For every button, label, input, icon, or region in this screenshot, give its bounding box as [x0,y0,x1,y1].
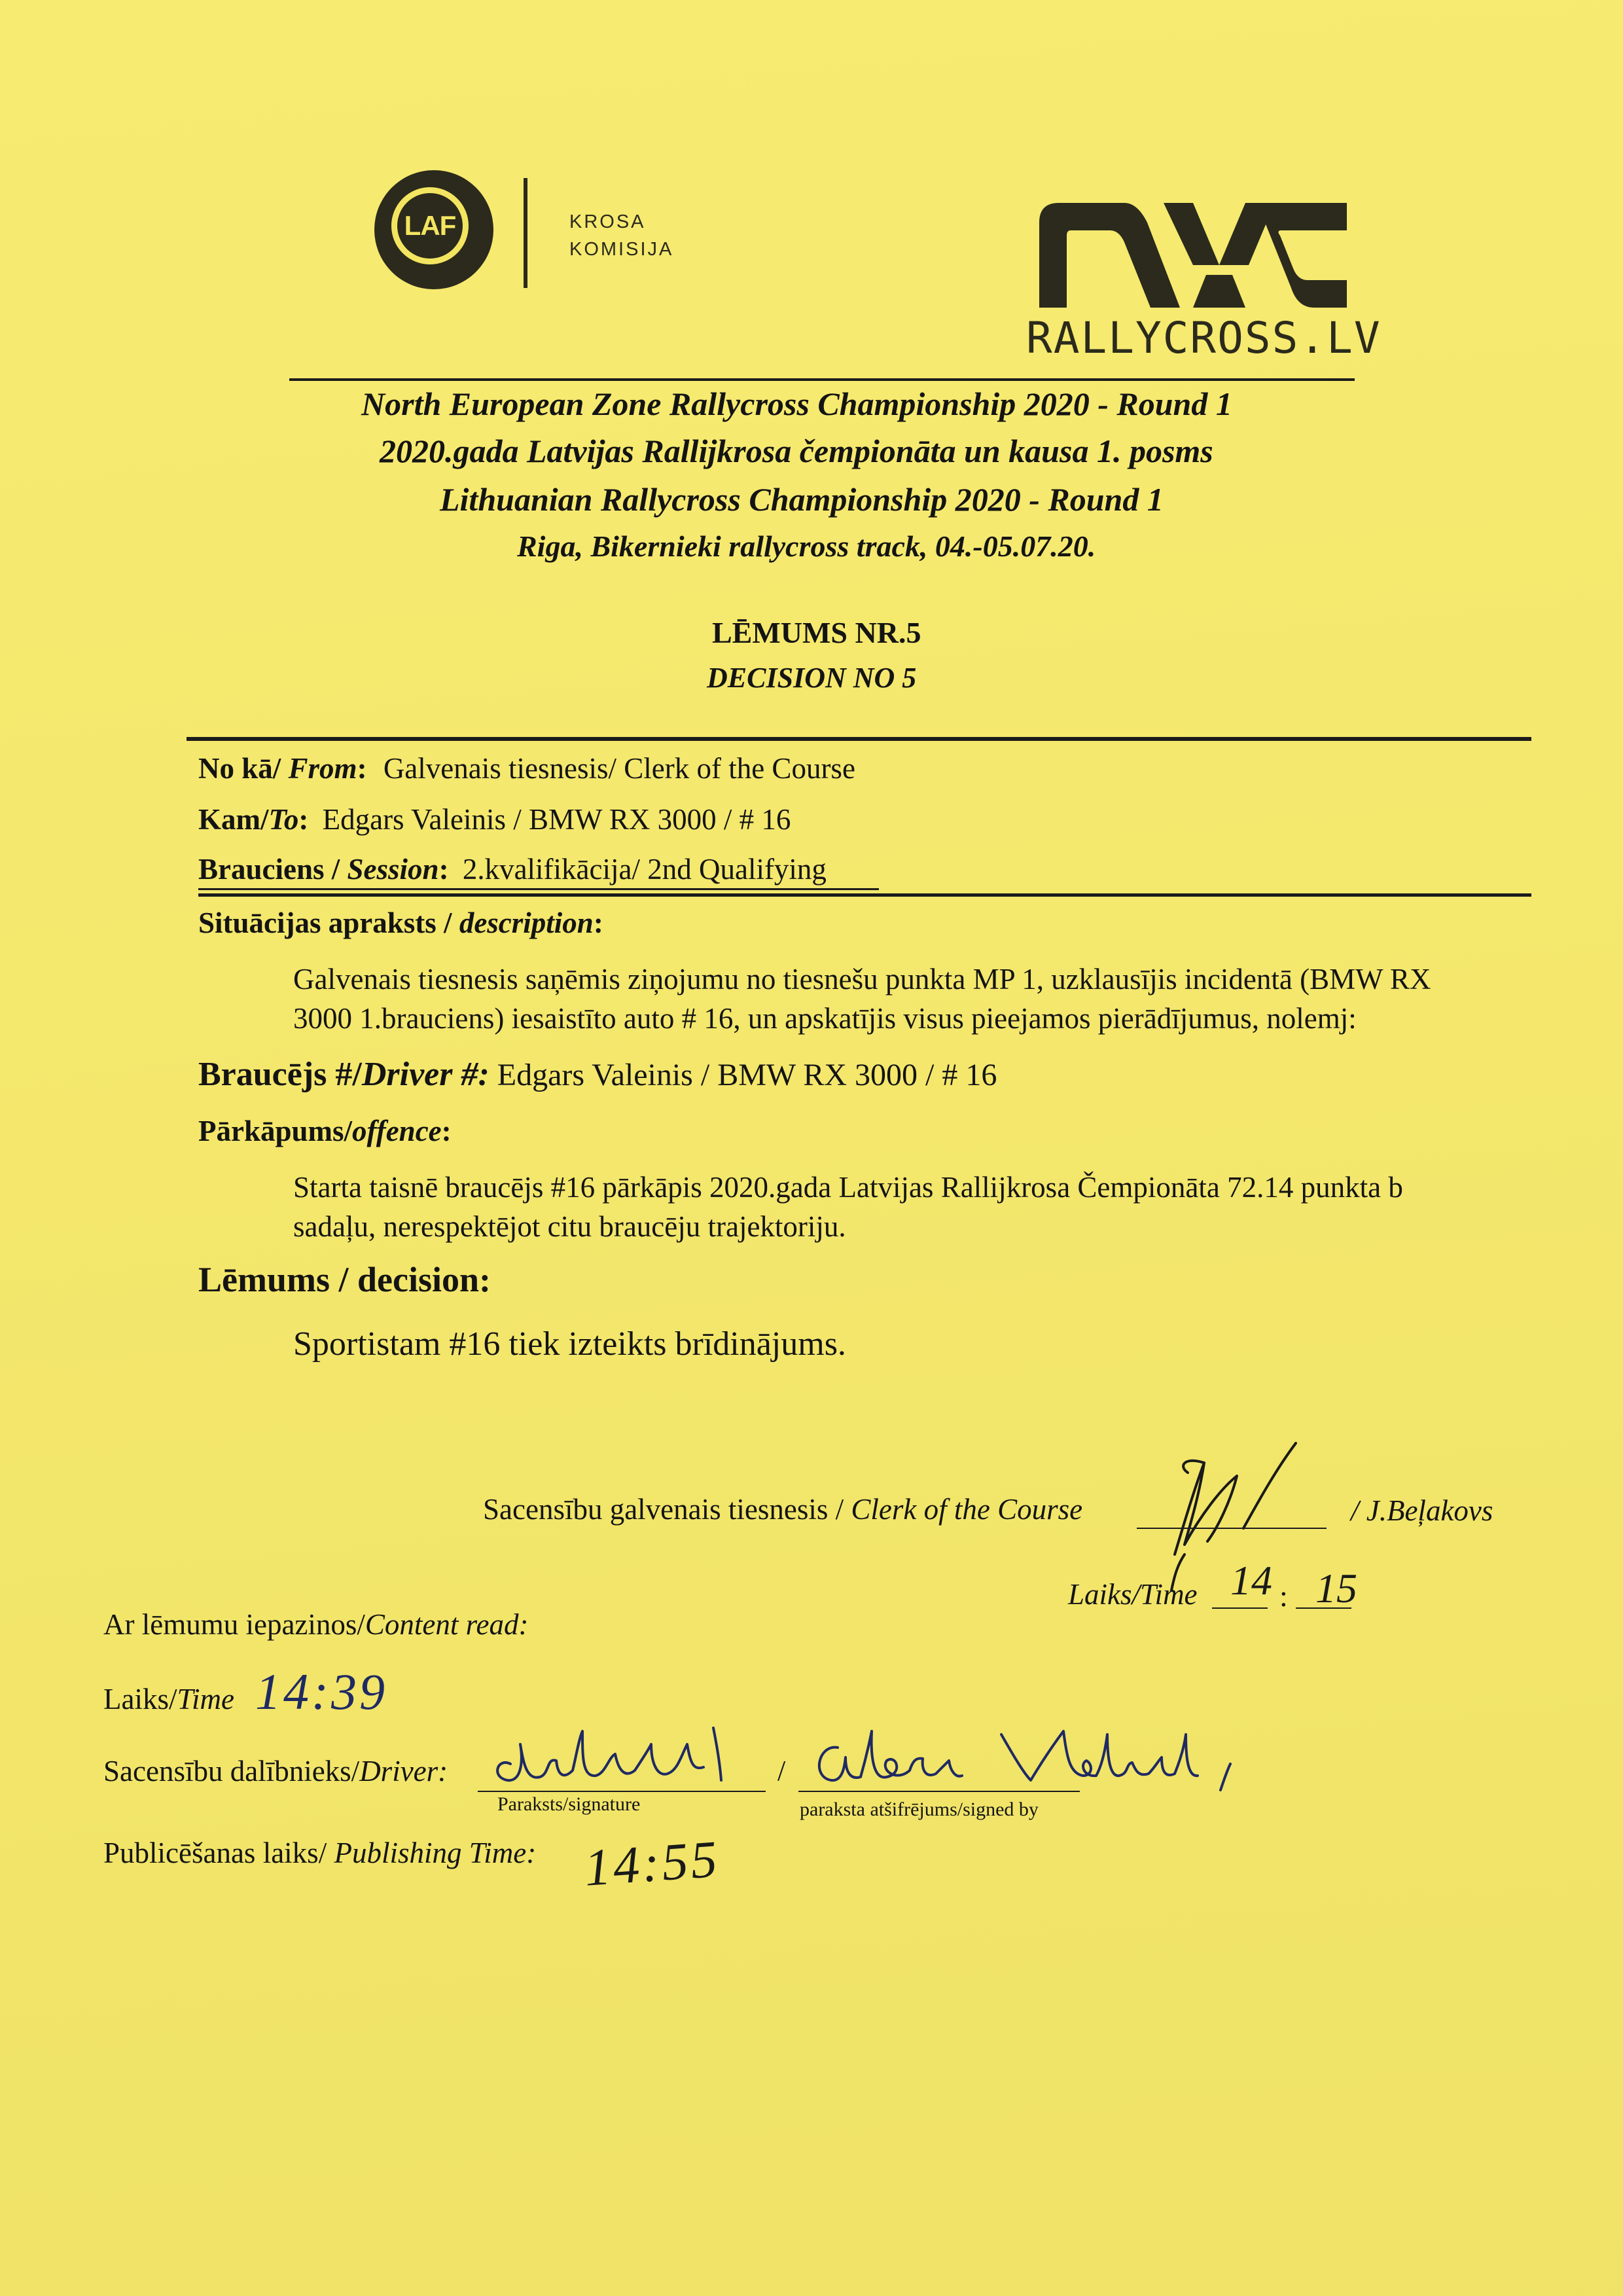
ack-driver-label-lv: Sacensību dalībnieks/ [103,1755,360,1787]
krosa-komisija-label [569,208,673,263]
description-label-colon: : [593,906,603,939]
ack-time-label-en: Time [177,1683,235,1715]
from-label-en: From [288,752,357,785]
clerk-time-hour-line [1212,1607,1268,1609]
description-text-line1: Galvenais tiesnesis saņēmis ziņojumu no tiesnešu punkta MP 1, uzklausījis incidentā (BMW RX [293,963,1431,996]
ack-time-value: 14:39 [255,1663,387,1720]
ack-driver-label [103,1754,448,1788]
session-label-en: Session [347,853,439,886]
ack-time-label-lv: Laiks/ [103,1683,177,1715]
decision-number-lv: LĒMUMS NR.5 [712,616,921,649]
offence-text-line1: Starta taisnē braucējs #16 pārkāpis 2020.gada Latvijas Rallijkrosa Čempionāta 72.14 punkta b [293,1171,1403,1204]
session-row [198,852,827,886]
komisija-line: KOMISIJA [569,239,674,260]
event-title-lv: 2020.gada Latvijas Rallijkrosa čempionāta un kausa 1. posms [380,433,1213,469]
driver-signed-by-handwriting [805,1718,1250,1797]
event-title-nez: North European Zone Rallycross Championship 2020 - Round 1 [361,386,1232,422]
to-row [198,802,791,836]
rallycross-logo-mark [1033,196,1353,314]
clerk-label-en: Clerk of the Course [851,1493,1083,1526]
publishing-time-label-en: Publishing Time: [334,1837,537,1869]
offence-text-line2: sadaļu, nerespektējot citu braucēju trajektoriju. [293,1210,846,1243]
offence-label [198,1114,452,1148]
clerk-label [483,1492,1082,1526]
logo-divider [524,178,527,288]
driver-row [198,1055,997,1094]
session-label-lv: Brauciens / [198,853,348,886]
clerk-time-hour: 14 [1230,1557,1272,1604]
session-label-colon: : [438,853,449,886]
session-value: 2.kvalifikācija/ 2nd Qualifying [462,853,827,886]
header-rule [289,378,1355,381]
clerk-time-colon: : [1279,1579,1288,1613]
description-text-line2: 3000 1.brauciens) iesaistīto auto # 16, un apskatījis visus pieejamos pierādījumus, nolemj: [293,1002,1357,1035]
driver-label-lv: Braucējs #/ [198,1056,362,1093]
laf-logo-text: LAF [404,210,456,241]
event-venue-dates: Riga, Bikernieki rallycross track, 04.-05.07.20. [517,529,1096,563]
from-row [198,751,855,785]
content-read-label-lv: Ar lēmumu iepazinos/ [103,1608,365,1641]
ack-time-label [103,1682,234,1716]
driver-value: Edgars Valeinis / BMW RX 3000 / # 16 [489,1058,997,1092]
publishing-time-label-lv: Publicēšanas laiks/ [103,1837,334,1869]
decision-text: Sportistam #16 tiek izteikts brīdinājums. [293,1325,846,1363]
offence-label-colon: : [441,1115,452,1147]
fields-bottom-rule [198,893,1531,897]
driver-label-en: Driver #: [361,1056,490,1093]
content-read-label [103,1607,528,1641]
publishing-time-value: 14:55 [582,1830,722,1897]
clerk-time-label: Laiks/Time [1068,1578,1198,1611]
fields-top-rule [187,737,1531,741]
from-label-lv: No kā/ [198,752,289,785]
ack-driver-label-en: Driver: [359,1755,448,1787]
krosa-line: KROSA [569,211,646,232]
from-value: Galvenais tiesnesis/ Clerk of the Course [383,752,855,785]
driver-signature [484,1718,772,1797]
description-label-en: description [459,906,594,939]
to-label-colon: : [298,803,309,836]
clerk-time-min: 15 [1315,1565,1357,1611]
to-label-en: To [268,803,299,836]
event-title-lt: Lithuanian Rallycross Championship 2020 - Round 1 [440,481,1164,518]
signed-by-caption: paraksta atšifrējums/signed by [800,1799,1039,1820]
description-label-lv: Situācijas apraksts / [198,906,459,939]
to-label-lv: Kam/ [198,803,269,836]
to-value: Edgars Valeinis / BMW RX 3000 / # 16 [322,803,791,836]
signature-separator: / [777,1755,786,1787]
description-label [198,906,603,940]
publishing-time-label [103,1836,536,1870]
decision-number-en: DECISION NO 5 [707,662,917,694]
clerk-name: / J.Beļakovs [1351,1494,1493,1527]
rallycross-site-name: RALLYCROSS.LV [1026,313,1382,363]
content-read-label-en: Content read: [365,1608,529,1641]
offence-label-en: offence [352,1115,442,1147]
signature-caption: Paraksts/signature [497,1793,641,1815]
decision-label: Lēmums / decision: [198,1260,491,1299]
offence-label-lv: Pārkāpums/ [198,1115,353,1147]
clerk-label-lv: Sacensību galvenais tiesnesis / [483,1493,851,1526]
session-underline [198,888,879,890]
from-label-colon: : [357,752,367,785]
